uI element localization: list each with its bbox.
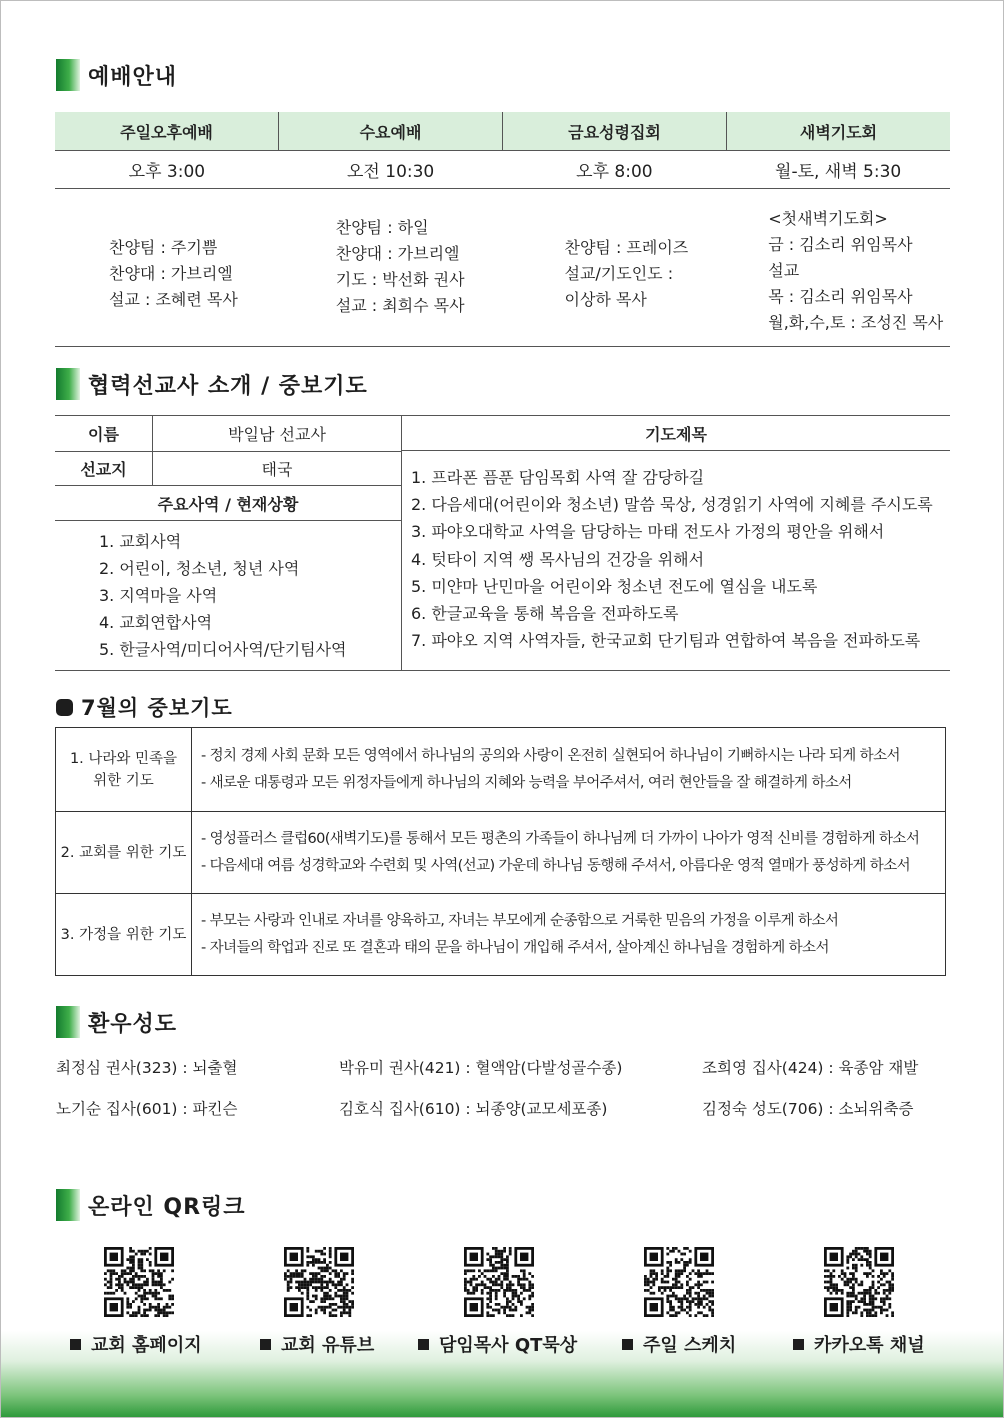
list-item: 김정숙 성도(706) : 소뇌위축증: [702, 1100, 914, 1118]
detail-line: 목 : 김소리 위임목사: [768, 286, 913, 306]
qr-code-icon: [824, 1247, 894, 1317]
detail-line: 기도 : 박선화 권사: [335, 269, 465, 289]
qr-code-qt[interactable]: [464, 1247, 534, 1317]
worship-time: 월-토, 새벽 5:30: [775, 162, 902, 182]
qr-code-kakao[interactable]: [824, 1247, 894, 1317]
qr-label-homepage[interactable]: [70, 1330, 202, 1358]
divider: [152, 416, 153, 485]
detail-line: 이상하 목사: [564, 289, 647, 309]
detail-line: 설교/기도인도 :: [564, 263, 674, 283]
list-item: 김호식 집사(610) : 뇌종양(교모세포종): [339, 1100, 608, 1118]
row-label: [56, 728, 192, 811]
prayer-topics-label: 기도제목: [402, 416, 950, 451]
prayer-line: - 새로운 대통령과 모든 위정자들에게 하나님의 지혜와 능력을 부어주셔서, 여러 현안들을 잘 해결하게 하소서: [201, 774, 852, 791]
square-bullet-icon: [70, 1339, 81, 1350]
works-item: 4. 교회연합사역: [99, 613, 213, 632]
section-title-text: 환우성도: [88, 1011, 178, 1037]
detail-line: 설교 : 최희수 목사: [335, 295, 465, 315]
worship-detail-col: [746, 189, 950, 346]
list-item: 박유미 권사(421) : 혈액암(다발성골수종): [339, 1059, 623, 1077]
detail-line: 금 : 김소리 위임목사: [768, 234, 913, 254]
worship-table: [55, 112, 950, 347]
prayer-item: 4. 텃타이 지역 쌩 목사님의 건강을 위해서: [411, 549, 705, 569]
section-title-july: [56, 690, 233, 724]
row-label: [56, 894, 192, 975]
works-item: 5. 한글사역/미디어사역/단기팀사역: [99, 640, 347, 659]
square-bullet-icon: [418, 1339, 429, 1350]
detail-line: <첫새벽기도회>: [768, 208, 888, 228]
name-value: 박일남 선교사: [228, 425, 326, 444]
section-title-worship: [56, 58, 177, 92]
table-row: [56, 728, 945, 812]
list-item: 노기순 집사(601) : 파킨슨: [56, 1100, 238, 1118]
prayer-item: 7. 파야오 지역 사역자들, 한국교회 단기팀과 연합하여 복음을 전파하도록: [411, 631, 921, 651]
qr-label-text: 담임목사 QT묵상: [439, 1335, 578, 1356]
worship-detail-col: [291, 189, 518, 346]
section-title-patients: [56, 1005, 177, 1039]
qr-label-youtube[interactable]: [260, 1330, 374, 1358]
works-label: 주요사역 / 현재상황: [157, 494, 299, 514]
worship-header-cell: 금요성령집회: [503, 112, 727, 150]
worship-header-cell: 주일오후예배: [55, 112, 279, 150]
works-list: [99, 528, 347, 663]
prayer-line: - 영성플러스 클럽60(새벽기도)를 통해서 모든 평촌의 가족들이 하나님께 더 가까이 나아가 영적 신비를 경험하게 하소서: [201, 830, 920, 847]
missionary-info-panel: [55, 416, 402, 670]
detail-line: 찬양팀 : 주기쁨: [109, 237, 218, 257]
row-text: [192, 894, 945, 975]
table-row: [56, 894, 945, 975]
prayer-item: 1. 프라폰 픔푼 담임목회 사역 잘 감당하길: [411, 468, 705, 487]
worship-detail-col: [55, 189, 291, 346]
detail-line: 설교 : 조혜련 목사: [109, 289, 238, 309]
worship-details-row: [55, 189, 950, 347]
row-label: [56, 812, 192, 893]
divider: [55, 520, 401, 521]
qr-code-icon: [644, 1247, 714, 1317]
country-label: 선교지: [80, 460, 127, 479]
prayer-item: 3. 파야오대학교 사역을 담당하는 마태 전도사 가정의 평안을 위해서: [411, 522, 885, 542]
detail-line: 설교: [768, 260, 800, 280]
prayer-line: - 부모는 사랑과 인내로 자녀를 양육하고, 자녀는 부모에게 순종함으로 거룩한 믿음의 가정을 이루게 하소서: [201, 912, 839, 929]
prayer-item: 6. 한글교육을 통해 복음을 전파하도록: [411, 604, 679, 624]
section-bar-icon: [56, 1189, 80, 1221]
row-text: [192, 728, 945, 811]
qr-label-kakao[interactable]: [793, 1330, 925, 1358]
qr-label-text: 교회 홈페이지: [91, 1335, 202, 1356]
qr-label-text: 카카오톡 채널: [814, 1335, 925, 1356]
missionary-table: [55, 415, 950, 671]
qr-code-youtube[interactable]: [284, 1247, 354, 1317]
qr-code-icon: [104, 1247, 174, 1317]
worship-times-row: [55, 151, 950, 189]
section-title-text: 온라인 QR링크: [88, 1194, 246, 1220]
square-bullet-icon: [622, 1339, 633, 1350]
bullet-icon: [56, 699, 73, 716]
list-item: 조희영 집사(424) : 육종암 재발: [702, 1059, 919, 1077]
qr-label-qt[interactable]: [418, 1330, 577, 1358]
list-item: 최정심 권사(323) : 뇌출혈: [56, 1059, 238, 1077]
section-title-text: 예배안내: [88, 64, 178, 90]
prayer-item: 5. 미얀마 난민마을 어린이와 청소년 전도에 열심을 내도록: [411, 576, 818, 596]
detail-line: 찬양대 : 가브리엘: [335, 243, 460, 263]
section-bar-icon: [56, 368, 80, 400]
qr-code-icon: [284, 1247, 354, 1317]
detail-line: 찬양팀 : 하일: [335, 217, 429, 237]
row-label-line: 3. 가정을 위한 기도: [60, 926, 187, 943]
detail-line: 찬양팀 : 프레이즈: [564, 237, 689, 257]
detail-line: 월,화,수,토 : 조성진 목사: [768, 312, 944, 332]
section-title-text: 협력선교사 소개 / 중보기도: [88, 373, 368, 399]
prayer-line: - 정치 경제 사회 문화 모든 영역에서 하나님의 공의와 사랑이 온전히 실현되어 하나님이 기뻐하시는 나라 되게 하소서: [201, 747, 900, 764]
worship-header-row: [55, 112, 950, 151]
qr-code-homepage[interactable]: [104, 1247, 174, 1317]
worship-detail-col: [518, 189, 747, 346]
row-text: [192, 812, 945, 893]
prayer-item: 2. 다음세대(어린이와 청소년) 말씀 묵상, 성경읽기 사역에 지혜를 주시도록: [411, 495, 933, 515]
row-label-line: 1. 나라와 민족을: [69, 750, 178, 767]
table-row: [56, 812, 945, 894]
section-bar-icon: [56, 1006, 80, 1038]
section-bar-icon: [56, 59, 80, 91]
detail-line: 찬양대 : 가브리엘: [109, 263, 233, 283]
prayer-topics-list: [411, 464, 933, 654]
worship-time: 오후 8:00: [576, 162, 653, 182]
square-bullet-icon: [260, 1339, 271, 1350]
qr-label-sketch[interactable]: [622, 1330, 736, 1358]
section-title-qr: [56, 1188, 246, 1222]
worship-header-cell: 새벽기도회: [799, 122, 878, 142]
section-title-missionary: [56, 367, 368, 401]
qr-code-sketch[interactable]: [644, 1247, 714, 1317]
worship-time: 오후 3:00: [128, 162, 206, 182]
worship-header-cell: 수요예배: [279, 112, 503, 150]
qr-code-icon: [464, 1247, 534, 1317]
row-label-line: 위한 기도: [93, 772, 154, 789]
works-item: 3. 지역마을 사역: [99, 586, 218, 605]
country-value: 태국: [261, 460, 293, 479]
worship-time: 오전 10:30: [347, 162, 435, 182]
qr-label-text: 주일 스케치: [643, 1335, 737, 1356]
prayer-line: - 자녀들의 학업과 진로 또 결혼과 태의 문을 하나님이 개입해 주셔서, 살아계신 하나님을 경험하게 하소서: [201, 939, 829, 956]
prayer-line: - 다음세대 여름 성경학교와 수련회 및 사역(선교) 가운데 하나님 동행해 주셔서, 아름다운 영적 열매가 풍성하게 하소서: [201, 857, 911, 874]
works-item: 2. 어린이, 청소년, 청년 사역: [99, 559, 300, 578]
row-label-line: 2. 교회를 위한 기도: [60, 844, 187, 861]
name-label: 이름: [88, 425, 119, 444]
works-item: 1. 교회사역: [99, 532, 182, 551]
july-prayer-table: [55, 727, 946, 976]
section-title-text: 7월의 중보기도: [81, 696, 233, 720]
qr-label-text: 교회 유튜브: [281, 1335, 375, 1356]
square-bullet-icon: [793, 1339, 804, 1350]
